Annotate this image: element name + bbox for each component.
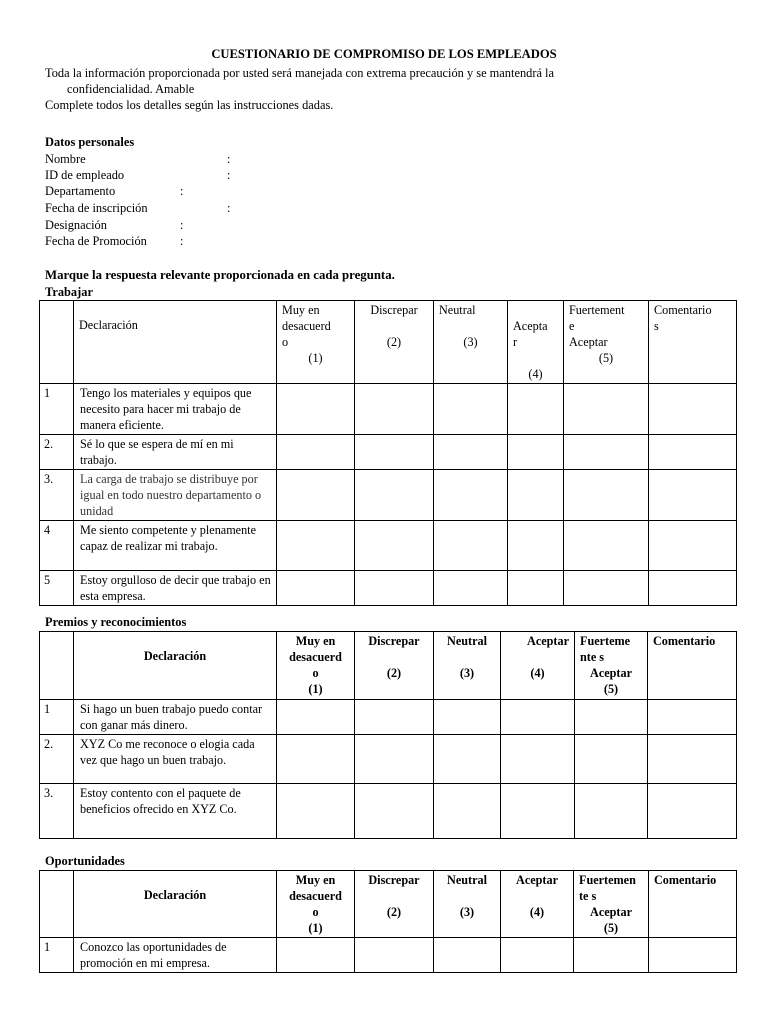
header-statement: Declaración bbox=[74, 301, 277, 384]
answer-cell-3[interactable] bbox=[434, 938, 501, 973]
answer-cell-3[interactable] bbox=[434, 384, 508, 435]
answer-cell-1[interactable] bbox=[277, 938, 355, 973]
comment-cell[interactable] bbox=[649, 521, 737, 571]
field-enrollment-date-label: Fecha de inscripción bbox=[45, 201, 148, 215]
comment-cell[interactable] bbox=[648, 735, 737, 784]
table-rewards bbox=[39, 631, 737, 839]
answer-cell-1[interactable] bbox=[277, 784, 355, 839]
field-name-colon: : bbox=[227, 152, 231, 166]
answer-cell-3[interactable] bbox=[434, 571, 508, 606]
answer-cell-3[interactable] bbox=[434, 700, 501, 735]
row-number: 2. bbox=[40, 735, 74, 784]
header-num-cell bbox=[40, 871, 74, 938]
field-employee-id-label: ID de empleado bbox=[45, 168, 125, 182]
answer-cell-5[interactable] bbox=[564, 384, 649, 435]
row-statement: Estoy contento con el paquete de beneficios ofrecido en XYZ Co. bbox=[74, 784, 277, 839]
answer-cell-4[interactable] bbox=[508, 384, 564, 435]
row-statement: Sé lo que se espera de mí en mi trabajo. bbox=[74, 435, 277, 470]
header-comments: Comentario bbox=[649, 871, 737, 938]
answer-cell-5[interactable] bbox=[564, 571, 649, 606]
answer-cell-1[interactable] bbox=[277, 735, 355, 784]
intro-text bbox=[45, 65, 735, 113]
header-agree: Acepta r (4) bbox=[508, 301, 564, 384]
table-row bbox=[40, 571, 737, 606]
document-title: CUESTIONARIO DE COMPROMISO DE LOS EMPLEADOS bbox=[211, 47, 557, 61]
field-name-label: Nombre bbox=[45, 152, 86, 166]
header-strongly-agree: Fuertemen te s Aceptar (5) bbox=[574, 871, 649, 938]
field-designation-colon: : bbox=[180, 218, 184, 232]
field-department-label: Departamento bbox=[45, 184, 116, 198]
comment-cell[interactable] bbox=[648, 700, 737, 735]
answer-cell-2[interactable] bbox=[355, 938, 434, 973]
section-title-opportunities: Oportunidades bbox=[45, 854, 125, 868]
header-strongly-disagree: Muy en desacuerd o (1) bbox=[277, 301, 355, 384]
answer-cell-2[interactable] bbox=[355, 435, 434, 470]
field-employee-id-colon: : bbox=[227, 168, 231, 182]
answer-cell-2[interactable] bbox=[355, 384, 434, 435]
header-statement: Declaración bbox=[74, 632, 277, 700]
answer-cell-3[interactable] bbox=[434, 784, 501, 839]
section-title-work: Trabajar bbox=[45, 285, 93, 299]
answer-cell-5[interactable] bbox=[574, 938, 649, 973]
answer-cell-1[interactable] bbox=[277, 521, 355, 571]
answer-cell-4[interactable] bbox=[508, 571, 564, 606]
row-number: 3. bbox=[40, 470, 74, 521]
header-num-cell bbox=[40, 632, 74, 700]
header-strongly-agree: Fuerteme nte s Aceptar (5) bbox=[575, 632, 648, 700]
answer-cell-4[interactable] bbox=[508, 521, 564, 571]
row-statement: Si hago un buen trabajo puedo contar con ganar más dinero. bbox=[74, 700, 277, 735]
answer-cell-4[interactable] bbox=[501, 735, 575, 784]
answer-cell-2[interactable] bbox=[355, 784, 434, 839]
field-enrollment-date-colon: : bbox=[227, 201, 231, 215]
header-neutral: Neutral (3) bbox=[434, 301, 508, 384]
header-comments: Comentario s bbox=[649, 301, 737, 384]
answer-cell-2[interactable] bbox=[355, 521, 434, 571]
header-neutral: Neutral (3) bbox=[434, 632, 501, 700]
answer-cell-1[interactable] bbox=[277, 700, 355, 735]
answer-cell-3[interactable] bbox=[434, 435, 508, 470]
answer-cell-4[interactable] bbox=[501, 700, 575, 735]
answer-cell-1[interactable] bbox=[277, 384, 355, 435]
intro-line-2: confidencialidad. Amable bbox=[67, 82, 195, 96]
table-row bbox=[40, 784, 737, 839]
answer-cell-3[interactable] bbox=[434, 735, 501, 784]
row-number: 3. bbox=[40, 784, 74, 839]
header-strongly-agree: Fuertement e Aceptar (5) bbox=[564, 301, 649, 384]
answer-cell-5[interactable] bbox=[575, 735, 648, 784]
comment-cell[interactable] bbox=[649, 938, 737, 973]
answer-cell-2[interactable] bbox=[355, 700, 434, 735]
table-row bbox=[40, 470, 737, 521]
answer-cell-2[interactable] bbox=[355, 571, 434, 606]
row-number: 1 bbox=[40, 938, 74, 973]
intro-line-1: Toda la información proporcionada por usted será manejada con extrema precaución y se mantendrá la bbox=[45, 66, 554, 80]
table-row bbox=[40, 700, 737, 735]
header-num-cell bbox=[40, 301, 74, 384]
header-neutral: Neutral (3) bbox=[434, 871, 501, 938]
table-row bbox=[40, 384, 737, 435]
row-number: 5 bbox=[40, 571, 74, 606]
answer-cell-5[interactable] bbox=[564, 521, 649, 571]
answer-cell-4[interactable] bbox=[501, 784, 575, 839]
comment-cell[interactable] bbox=[649, 435, 737, 470]
field-promotion-date-colon: : bbox=[180, 234, 184, 248]
answer-cell-5[interactable] bbox=[564, 435, 649, 470]
header-strongly-disagree: Muy en desacuerd o (1) bbox=[277, 632, 355, 700]
row-statement: La carga de trabajo se distribuye por igual en todo nuestro departamento o unidad bbox=[74, 470, 277, 521]
row-number: 1 bbox=[40, 700, 74, 735]
answer-cell-4[interactable] bbox=[508, 470, 564, 521]
row-statement: Tengo los materiales y equipos que necesito para hacer mi trabajo de manera eficiente. bbox=[74, 384, 277, 435]
answer-cell-2[interactable] bbox=[355, 735, 434, 784]
table-work bbox=[39, 300, 737, 606]
table-row bbox=[40, 521, 737, 571]
comment-cell[interactable] bbox=[649, 384, 737, 435]
table-opportunities bbox=[39, 870, 737, 973]
table-header-row bbox=[40, 632, 737, 700]
header-comments: Comentario bbox=[648, 632, 737, 700]
answer-cell-1[interactable] bbox=[277, 571, 355, 606]
answer-cell-3[interactable] bbox=[434, 470, 508, 521]
intro-line-3: Complete todos los detalles según las instrucciones dadas. bbox=[45, 98, 334, 112]
answer-cell-4[interactable] bbox=[508, 435, 564, 470]
instruction-text: Marque la respuesta relevante proporcionada en cada pregunta. bbox=[45, 268, 395, 282]
row-statement: Estoy orgulloso de decir que trabajo en esta empresa. bbox=[74, 571, 277, 606]
answer-cell-2[interactable] bbox=[355, 470, 434, 521]
row-statement: XYZ Co me reconoce o elogia cada vez que hago un buen trabajo. bbox=[74, 735, 277, 784]
field-department-colon: : bbox=[180, 184, 184, 198]
row-statement: Conozco las oportunidades de promoción en mi empresa. bbox=[74, 938, 277, 973]
row-number: 2. bbox=[40, 435, 74, 470]
header-disagree: Discrepar (2) bbox=[355, 632, 434, 700]
answer-cell-3[interactable] bbox=[434, 521, 508, 571]
comment-cell[interactable] bbox=[648, 784, 737, 839]
section-title-rewards: Premios y reconocimientos bbox=[45, 615, 187, 629]
answer-cell-4[interactable] bbox=[501, 938, 574, 973]
answer-cell-1[interactable] bbox=[277, 470, 355, 521]
answer-cell-1[interactable] bbox=[277, 435, 355, 470]
answer-cell-5[interactable] bbox=[575, 784, 648, 839]
answer-cell-5[interactable] bbox=[564, 470, 649, 521]
header-strongly-disagree: Muy en desacuerd o (1) bbox=[277, 871, 355, 938]
header-statement: Declaración bbox=[74, 871, 277, 938]
comment-cell[interactable] bbox=[649, 470, 737, 521]
header-agree: Aceptar (4) bbox=[501, 871, 574, 938]
row-number: 4 bbox=[40, 521, 74, 571]
row-statement: Me siento competente y plenamente capaz de realizar mi trabajo. bbox=[74, 521, 277, 571]
table-header-row bbox=[40, 301, 737, 384]
comment-cell[interactable] bbox=[649, 571, 737, 606]
table-row bbox=[40, 435, 737, 470]
field-designation-label: Designación bbox=[45, 218, 107, 232]
field-promotion-date-label: Fecha de Promoción bbox=[45, 234, 147, 248]
table-row bbox=[40, 735, 737, 784]
header-agree: Aceptar (4) bbox=[501, 632, 575, 700]
table-header-row bbox=[40, 871, 737, 938]
table-row bbox=[40, 938, 737, 973]
personal-data-heading: Datos personales bbox=[45, 135, 135, 149]
row-number: 1 bbox=[40, 384, 74, 435]
header-disagree: Discrepar (2) bbox=[355, 301, 434, 384]
header-disagree: Discrepar (2) bbox=[355, 871, 434, 938]
answer-cell-5[interactable] bbox=[575, 700, 648, 735]
